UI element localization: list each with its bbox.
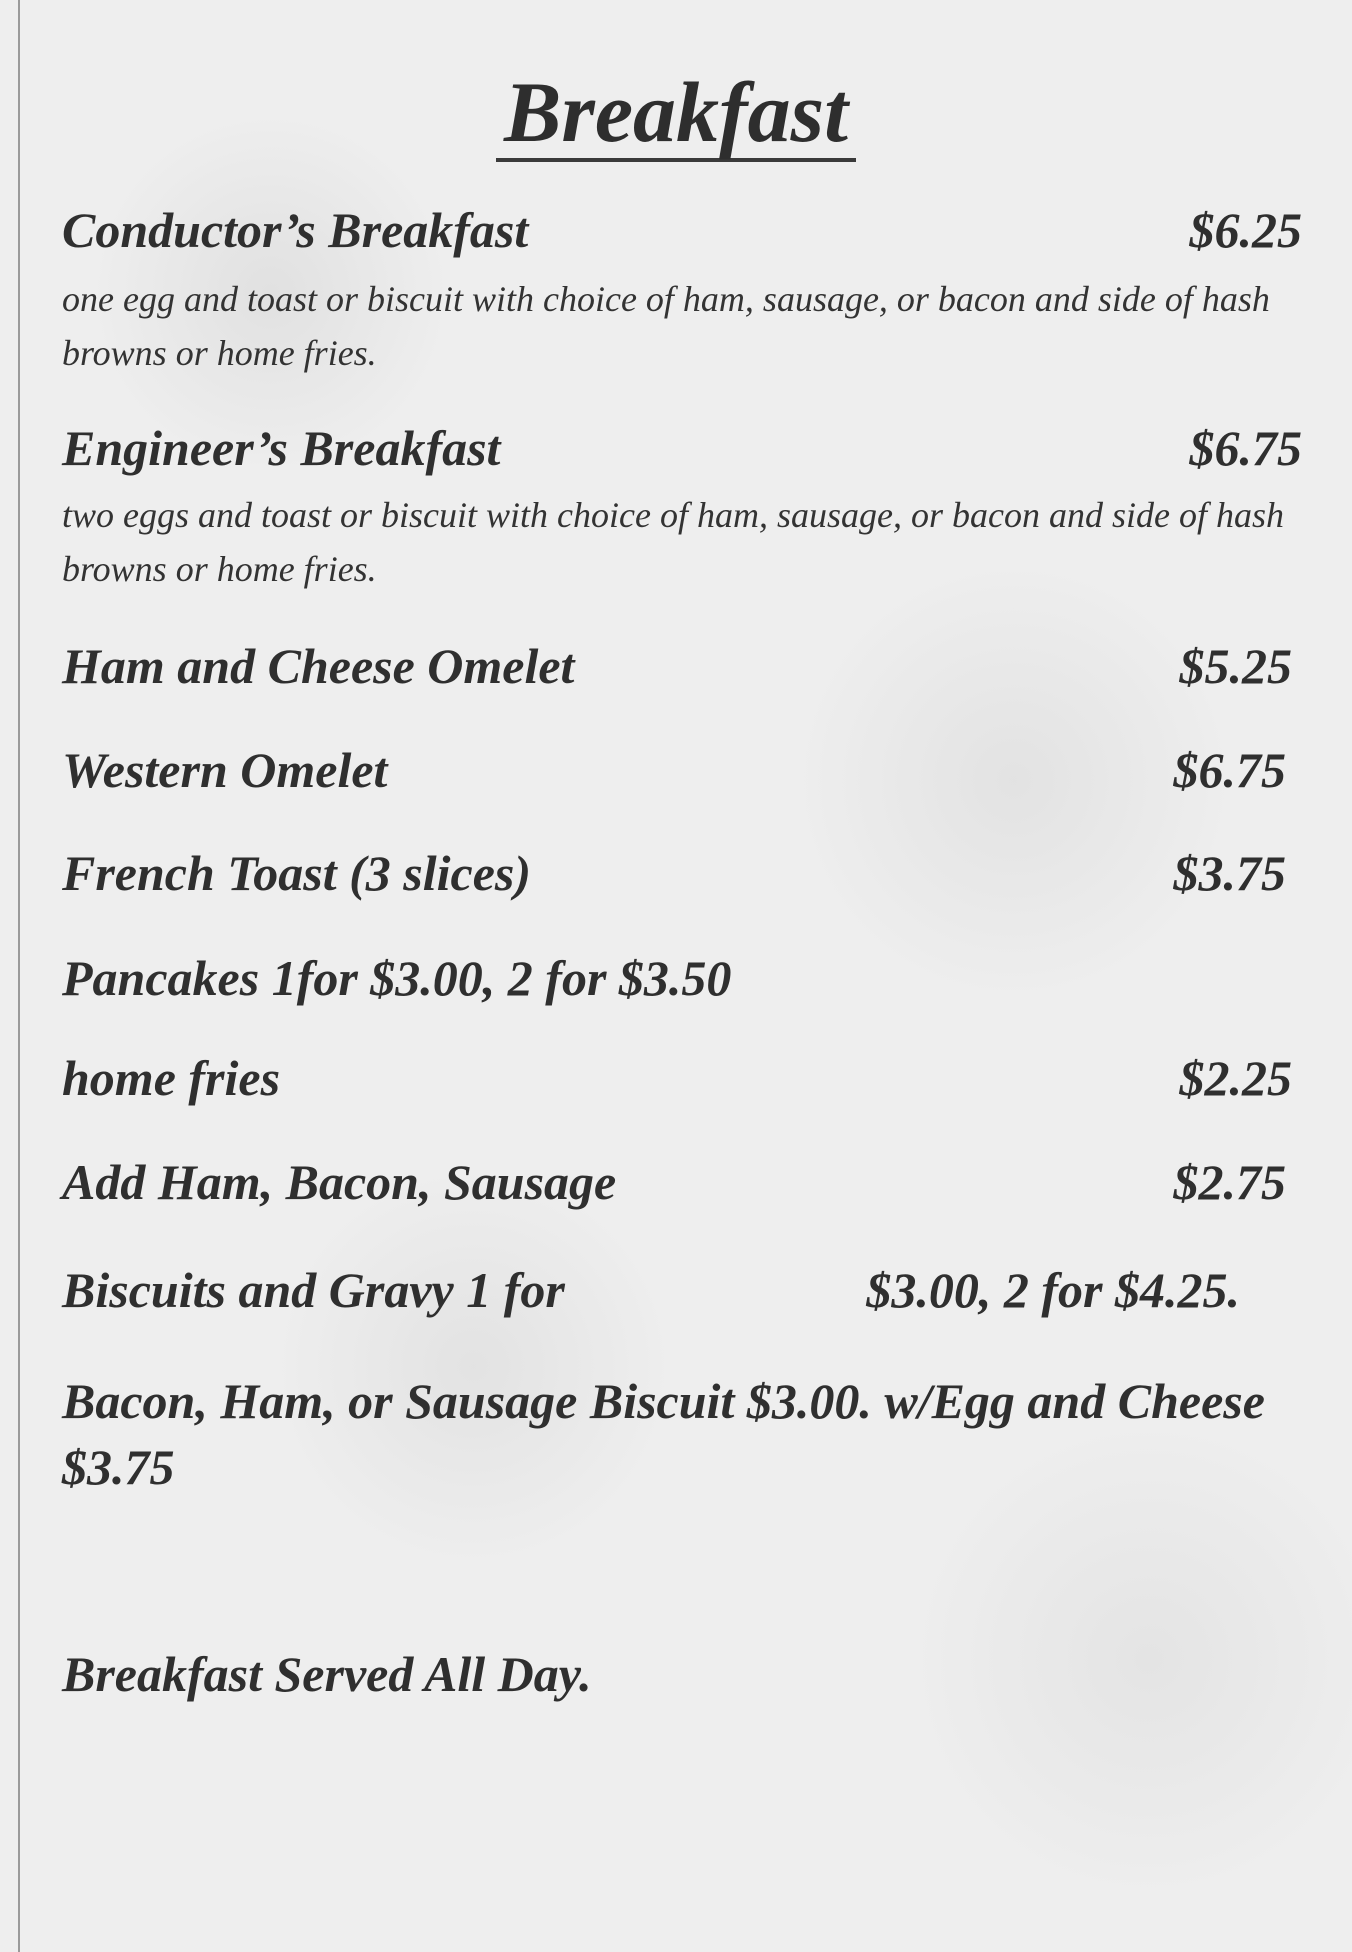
item-name: home fries — [62, 1050, 281, 1106]
menu-title-text: Breakfast — [496, 66, 856, 162]
item-name: Conductor’s Breakfast — [62, 202, 529, 258]
item-description: two eggs and toast or biscuit with choice of ham, sausage, or bacon and side of hash browns or home fries. — [62, 495, 1284, 589]
item-name: Biscuits and Gravy 1 for — [62, 1262, 565, 1318]
menu-item-pancakes: Pancakes 1for $3.00, 2 for $3.50 — [62, 950, 732, 1006]
item-price: $6.25 — [1189, 202, 1302, 258]
item-name: Ham and Cheese Omelet — [62, 638, 575, 694]
item-price: $6.75 — [1173, 742, 1286, 798]
item-name: Engineer’s Breakfast — [62, 420, 501, 476]
item-price: $5.25 — [1179, 638, 1292, 694]
item-price: $2.75 — [1173, 1154, 1286, 1210]
item-price: $6.75 — [1189, 420, 1302, 476]
item-name: French Toast (3 slices) — [62, 845, 531, 901]
item-price: $2.25 — [1179, 1050, 1292, 1106]
page-edge-line — [18, 0, 20, 1952]
menu-footer-note: Breakfast Served All Day. — [62, 1646, 592, 1702]
item-price: $3.00, 2 for $4.25. — [866, 1262, 1240, 1318]
menu-item-meat-biscuit: Bacon, Ham, or Sausage Biscuit $3.00. w/Egg and Cheese $3.75 — [62, 1373, 1265, 1495]
item-price: $3.75 — [1173, 845, 1286, 901]
item-name: Western Omelet — [62, 742, 388, 798]
menu-title — [0, 62, 1352, 162]
item-description: one egg and toast or biscuit with choice of ham, sausage, or bacon and side of hash browns or home fries. — [62, 279, 1270, 373]
item-name: Add Ham, Bacon, Sausage — [62, 1154, 617, 1210]
